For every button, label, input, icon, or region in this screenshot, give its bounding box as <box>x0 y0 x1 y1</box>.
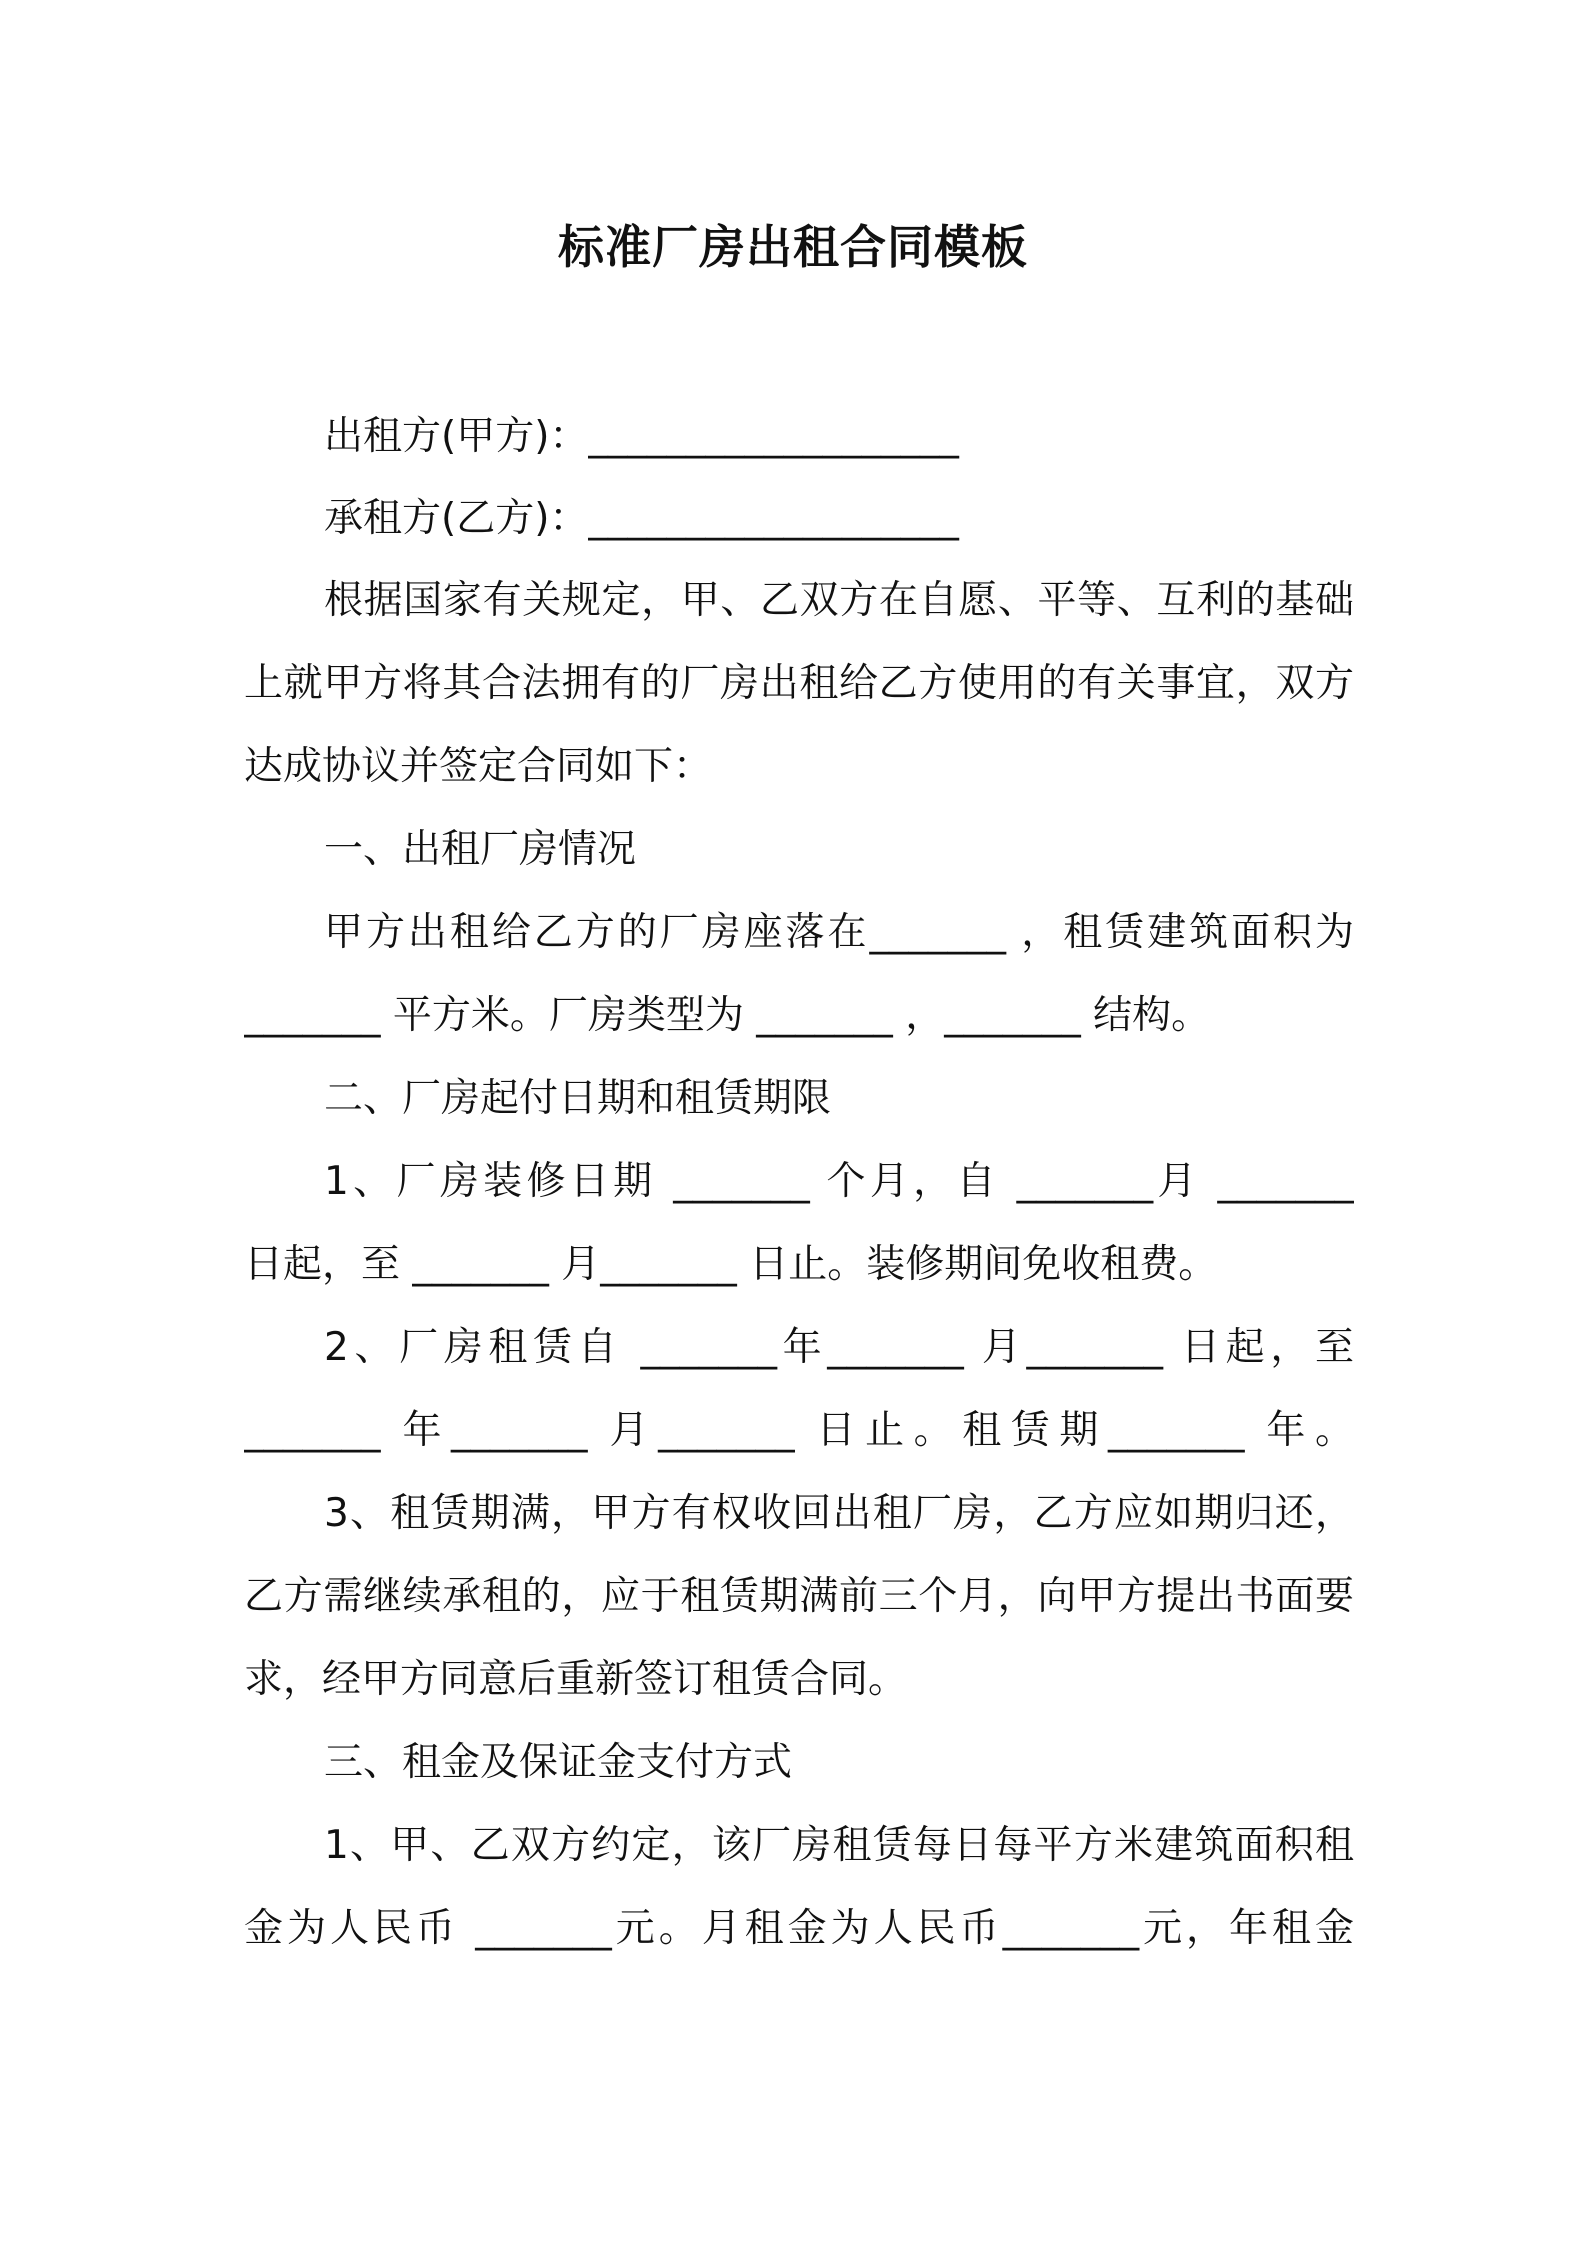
document-title: 标准厂房出租合同模板 <box>558 220 1028 274</box>
paragraph-line: _______ 年_______ 月_______ 日止。租赁期_______ 年。 <box>244 1408 1354 1453</box>
paragraph-line: 1、甲、乙双方约定，该厂房租赁每日每平方米建筑面积租 <box>324 1823 1354 1868</box>
section-heading: 三、租金及保证金支付方式 <box>324 1740 793 1785</box>
paragraph-line: 2、厂房租赁自 _______年_______ 月_______ 日起，至 <box>324 1325 1354 1370</box>
paragraph-line: 上就甲方将其合法拥有的厂房出租给乙方使用的有关事宜，双方 <box>244 661 1354 706</box>
paragraph-line: 求，经甲方同意后重新签订租赁合同。 <box>244 1657 908 1702</box>
paragraph-line: 乙方需继续承租的，应于租赁期满前三个月，向甲方提出书面要 <box>244 1574 1354 1619</box>
paragraph-line: 1、厂房装修日期 _______ 个月，自 _______月 _______ <box>324 1159 1354 1204</box>
lessor-line: 出租方(甲方)：___________________ <box>324 414 959 459</box>
paragraph-line: 甲方出租给乙方的厂房座落在_______ ，租赁建筑面积为 <box>324 910 1354 955</box>
paragraph-line: 金为人民币 _______元。月租金为人民币_______元，年租金 <box>244 1906 1354 1951</box>
paragraph-line: 达成协议并签定合同如下： <box>244 744 713 789</box>
paragraph-line: 根据国家有关规定，甲、乙双方在自愿、平等、互利的基础 <box>324 578 1354 623</box>
paragraph-line: _______ 平方米。厂房类型为 _______ ，_______ 结构。 <box>244 993 1211 1038</box>
lessee-line: 承租方(乙方)：___________________ <box>324 496 959 541</box>
paragraph-line: 3、租赁期满，甲方有权收回出租厂房，乙方应如期归还， <box>324 1491 1354 1536</box>
section-heading: 二、厂房起付日期和租赁期限 <box>324 1076 832 1121</box>
section-heading: 一、出租厂房情况 <box>324 827 637 872</box>
paragraph-line: 日起，至 _______ 月_______ 日止。装修期间免收租费。 <box>244 1242 1218 1287</box>
